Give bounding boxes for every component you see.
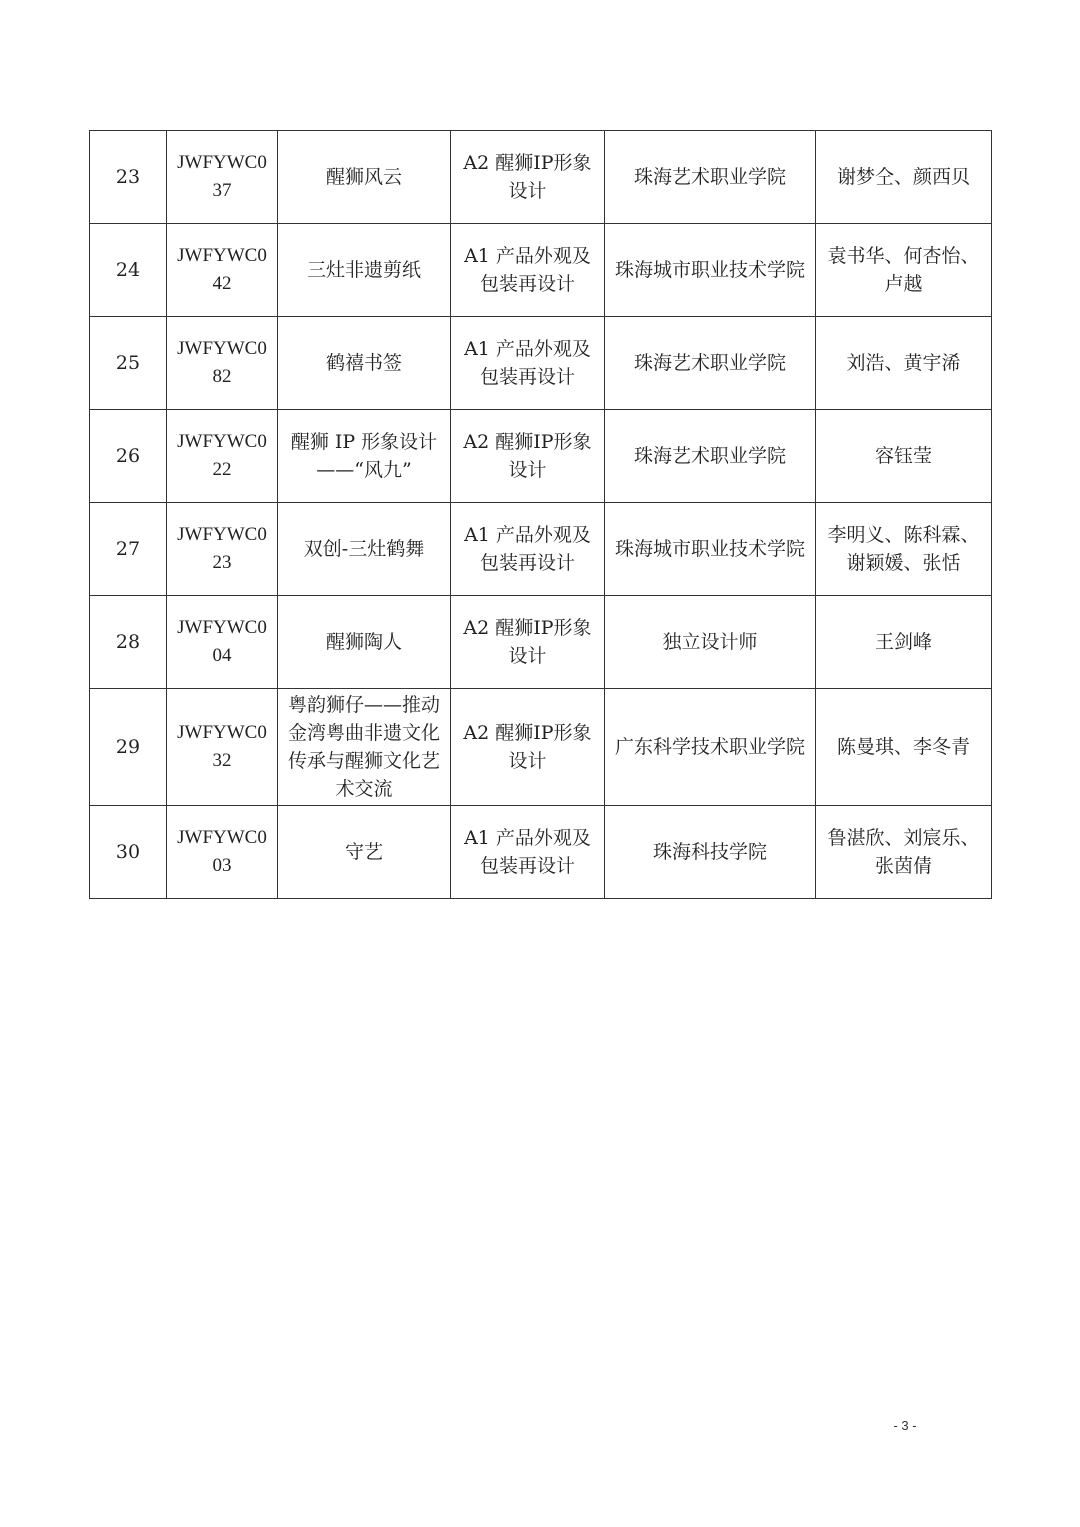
- table-row: [90, 131, 992, 224]
- work-authors: 陈曼琪、李冬青: [816, 689, 992, 806]
- table-row: [90, 224, 992, 317]
- work-title: 三灶非遗剪纸: [278, 224, 451, 317]
- work-title: 双创-三灶鹤舞: [278, 503, 451, 596]
- work-code: JWFYWC042: [167, 224, 278, 317]
- work-category: A2 醒狮IP形象设计: [451, 410, 605, 503]
- row-number: 27: [90, 503, 167, 596]
- work-category: A1 产品外观及包装再设计: [451, 806, 605, 899]
- awards-table: [89, 130, 992, 899]
- work-authors: 刘浩、黄宇浠: [816, 317, 992, 410]
- work-code: JWFYWC032: [167, 689, 278, 806]
- work-organization: 广东科学技术职业学院: [605, 689, 816, 806]
- table-row: [90, 806, 992, 899]
- work-organization: 珠海城市职业技术学院: [605, 224, 816, 317]
- work-authors: 容钰莹: [816, 410, 992, 503]
- work-title: 粤韵狮仔——推动金湾粤曲非遗文化传承与醒狮文化艺术交流: [278, 689, 451, 806]
- work-code: JWFYWC037: [167, 131, 278, 224]
- table-row: [90, 689, 992, 806]
- work-title: 醒狮风云: [278, 131, 451, 224]
- table-row: [90, 503, 992, 596]
- table-row: [90, 410, 992, 503]
- work-title: 醒狮陶人: [278, 596, 451, 689]
- work-title: 鹤禧书签: [278, 317, 451, 410]
- table-row: [90, 317, 992, 410]
- work-title: 守艺: [278, 806, 451, 899]
- work-title: 醒狮 IP 形象设计——“风九”: [278, 410, 451, 503]
- row-number: 29: [90, 689, 167, 806]
- work-code: JWFYWC022: [167, 410, 278, 503]
- row-number: 23: [90, 131, 167, 224]
- work-authors: 李明义、陈科霖、谢颖媛、张恬: [816, 503, 992, 596]
- row-number: 26: [90, 410, 167, 503]
- row-number: 25: [90, 317, 167, 410]
- work-category: A2 醒狮IP形象设计: [451, 131, 605, 224]
- work-code: JWFYWC023: [167, 503, 278, 596]
- work-organization: 珠海艺术职业学院: [605, 131, 816, 224]
- work-authors: 鲁湛欣、刘宸乐、张茵倩: [816, 806, 992, 899]
- page-number: - 3 -: [893, 1418, 917, 1433]
- work-category: A2 醒狮IP形象设计: [451, 596, 605, 689]
- work-organization: 珠海科技学院: [605, 806, 816, 899]
- work-category: A1 产品外观及包装再设计: [451, 224, 605, 317]
- work-organization: 珠海城市职业技术学院: [605, 503, 816, 596]
- work-category: A1 产品外观及包装再设计: [451, 317, 605, 410]
- work-category: A2 醒狮IP形象设计: [451, 689, 605, 806]
- work-code: JWFYWC082: [167, 317, 278, 410]
- work-authors: 王剑峰: [816, 596, 992, 689]
- row-number: 30: [90, 806, 167, 899]
- work-authors: 谢梦仝、颜西贝: [816, 131, 992, 224]
- row-number: 24: [90, 224, 167, 317]
- work-code: JWFYWC004: [167, 596, 278, 689]
- work-organization: 珠海艺术职业学院: [605, 410, 816, 503]
- work-authors: 袁书华、何杏怡、卢越: [816, 224, 992, 317]
- work-category: A1 产品外观及包装再设计: [451, 503, 605, 596]
- work-organization: 独立设计师: [605, 596, 816, 689]
- work-code: JWFYWC003: [167, 806, 278, 899]
- work-organization: 珠海艺术职业学院: [605, 317, 816, 410]
- row-number: 28: [90, 596, 167, 689]
- table-row: [90, 596, 992, 689]
